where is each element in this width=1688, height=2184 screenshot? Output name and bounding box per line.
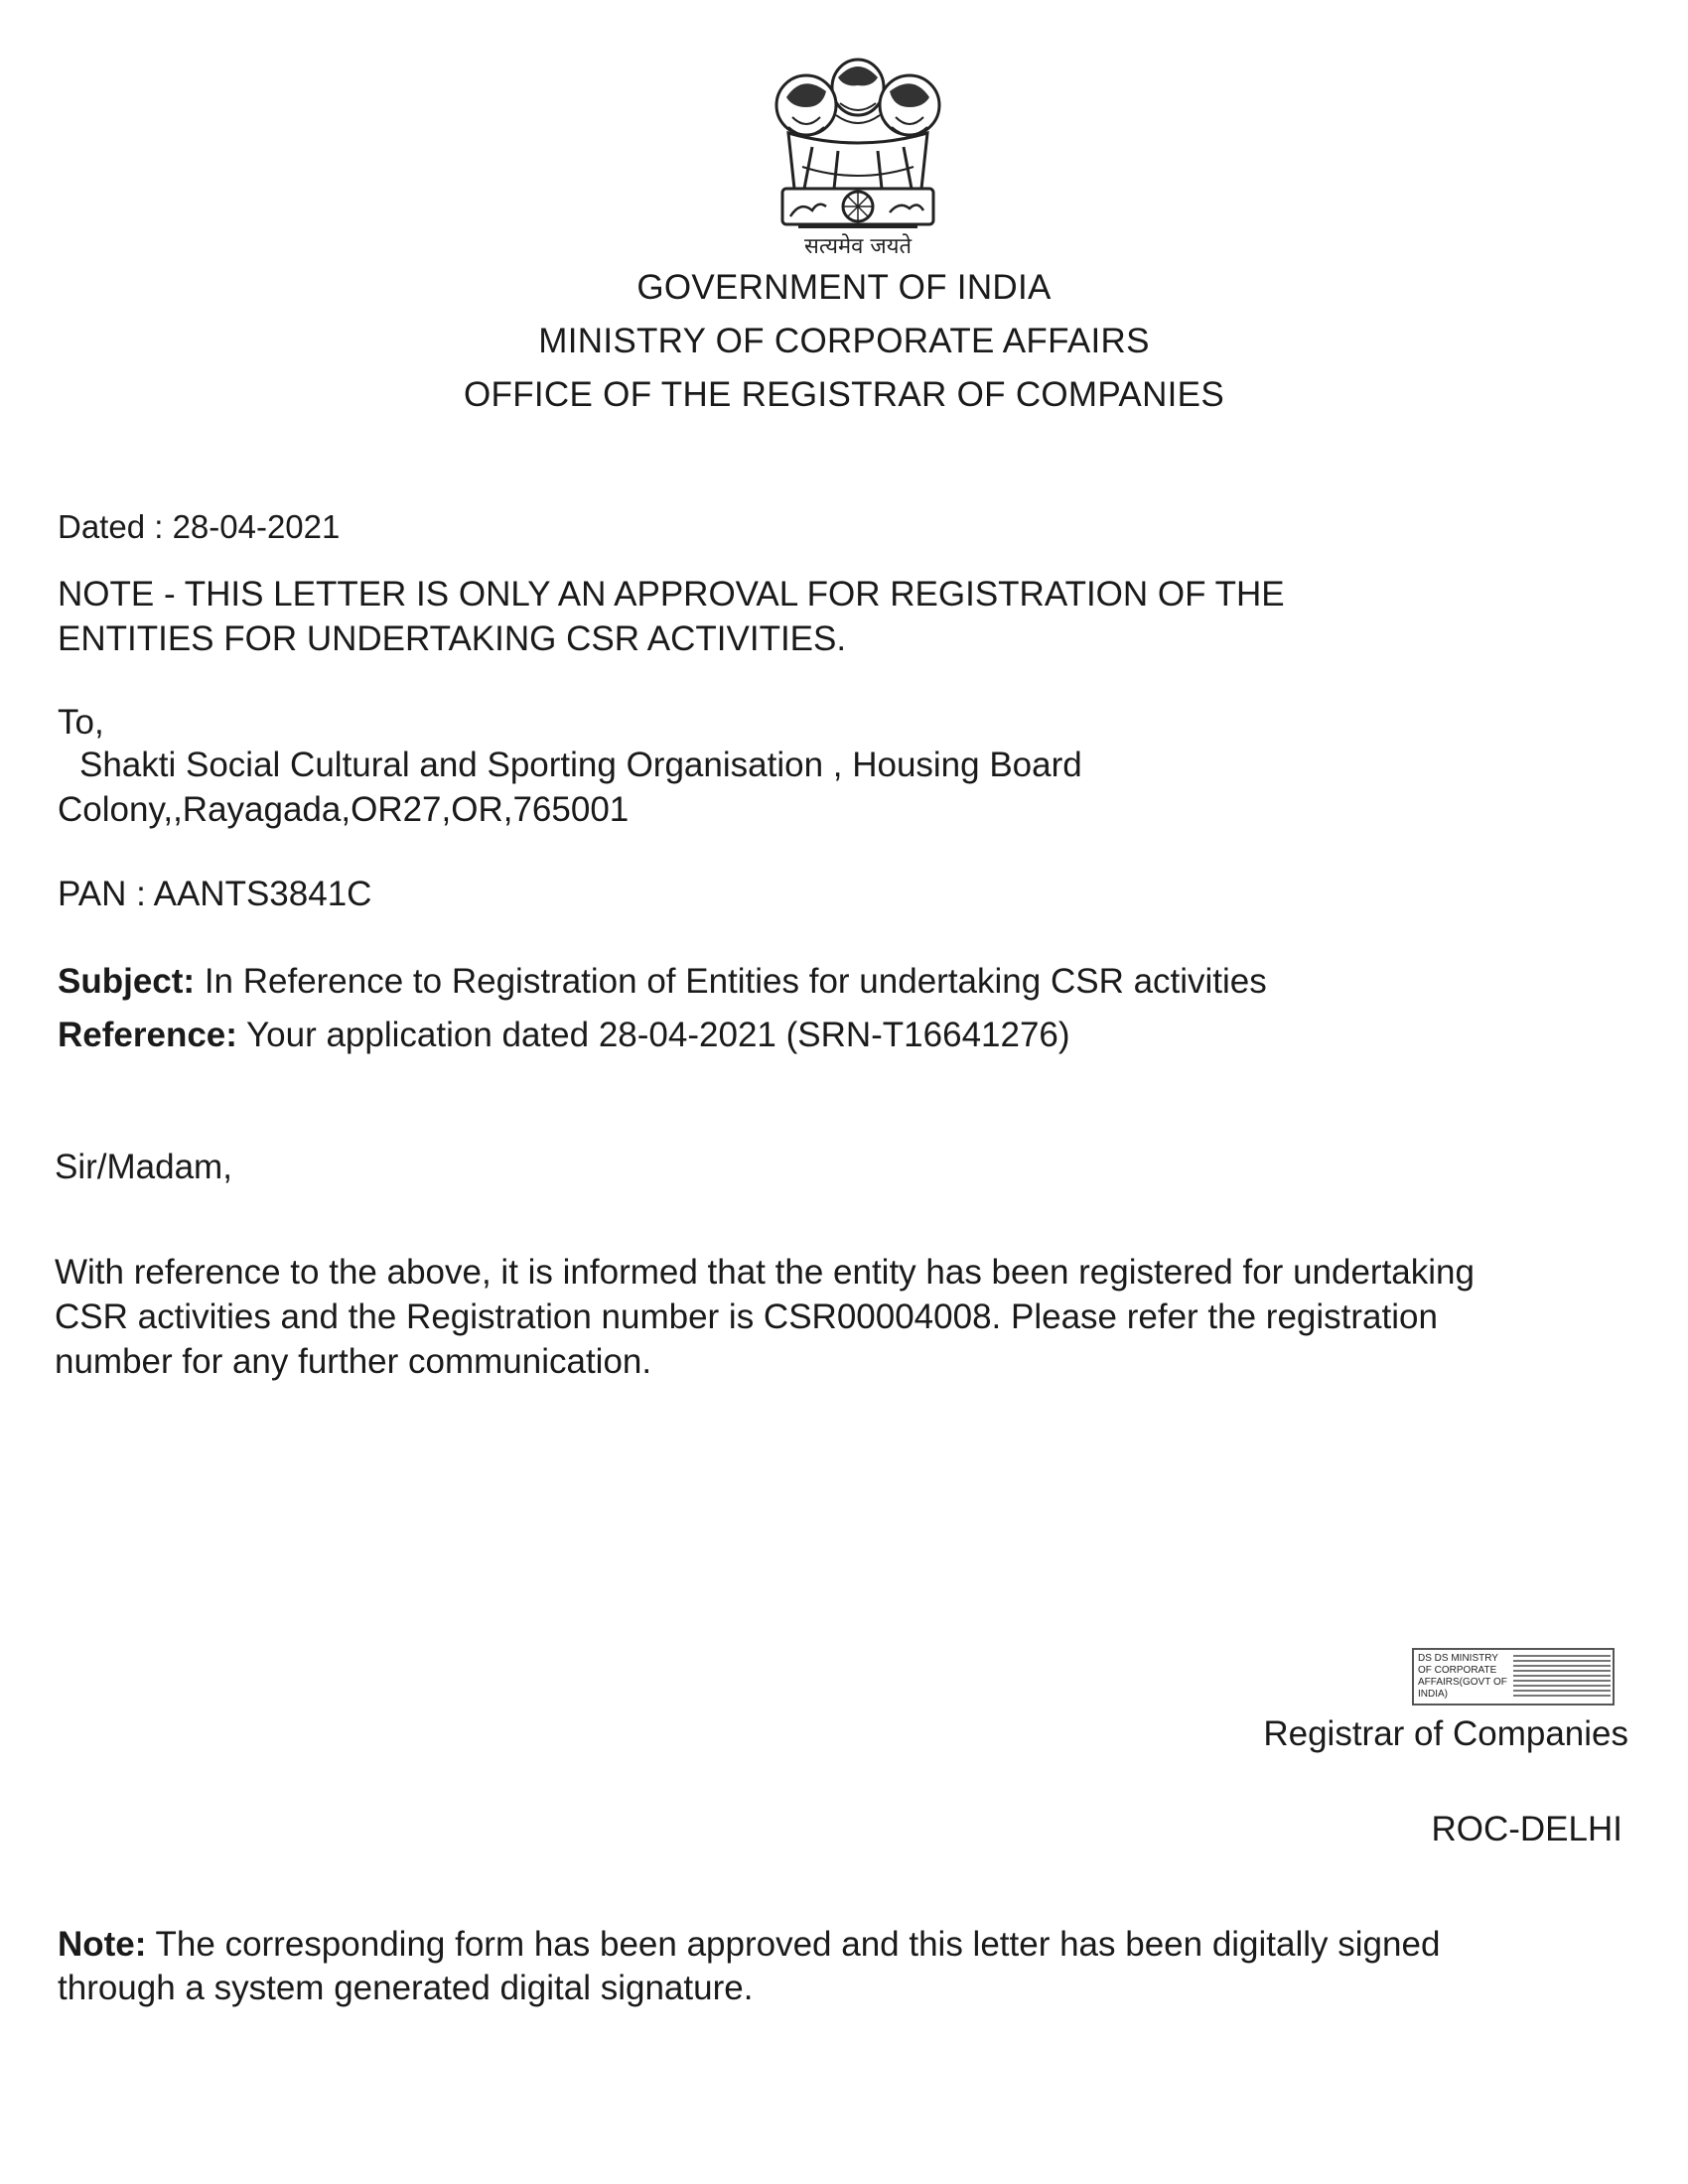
footer-note-text-1: The corresponding form has been approved and this letter has been digitally signed xyxy=(155,1925,1441,1964)
footer-note-line-2: through a system generated digital signature. xyxy=(58,1969,754,2007)
footer-note-line-1 xyxy=(58,1922,1440,1967)
addressee-line-1: Shakti Social Cultural and Sporting Organisation , Housing Board xyxy=(79,746,1082,784)
addressee-line-2: Colony,,Rayagada,OR27,OR,765001 xyxy=(58,790,630,829)
signature-detail-lines xyxy=(1513,1655,1611,1701)
footer-note-label: Note: xyxy=(58,1925,147,1964)
letter-date: Dated : 28-04-2021 xyxy=(58,508,341,545)
approval-note-line-2: ENTITIES FOR UNDERTAKING CSR ACTIVITIES. xyxy=(58,619,847,658)
emblem-motto: सत्यमेव जयते xyxy=(803,234,913,259)
pan-number: PAN : AANTS3841C xyxy=(58,875,372,913)
reference-line xyxy=(58,1013,1070,1057)
subject-text: In Reference to Registration of Entities for undertaking CSR activities xyxy=(204,962,1267,1001)
header-office: OFFICE OF THE REGISTRAR OF COMPANIES xyxy=(464,375,1224,414)
approval-note-line-1: NOTE - THIS LETTER IS ONLY AN APPROVAL FOR REGISTRATION OF THE xyxy=(58,575,1285,614)
roc-office: ROC-DELHI xyxy=(1431,1810,1622,1848)
reference-label: Reference: xyxy=(58,1016,237,1054)
digital-signature-stamp xyxy=(1412,1648,1615,1706)
to-label: To, xyxy=(58,703,104,742)
body-line-3: number for any further communication. xyxy=(55,1342,652,1381)
subject-label: Subject: xyxy=(58,962,196,1001)
reference-text: Your application dated 28-04-2021 (SRN-T16641276) xyxy=(246,1016,1070,1054)
signature-stamp-text: DS DS MINISTRY OF CORPORATE AFFAIRS(GOVT OF INDIA) xyxy=(1418,1653,1507,1700)
registrar-title: Registrar of Companies xyxy=(1263,1714,1628,1753)
header-ministry: MINISTRY OF CORPORATE AFFAIRS xyxy=(538,322,1150,360)
body-line-2: CSR activities and the Registration number is CSR00004008. Please refer the registration xyxy=(55,1297,1438,1336)
header-government: GOVERNMENT OF INDIA xyxy=(636,268,1052,307)
salutation: Sir/Madam, xyxy=(55,1148,232,1186)
body-line-1: With reference to the above, it is informed that the entity has been registered for undertaking xyxy=(55,1253,1475,1292)
subject-line xyxy=(58,959,1267,1004)
